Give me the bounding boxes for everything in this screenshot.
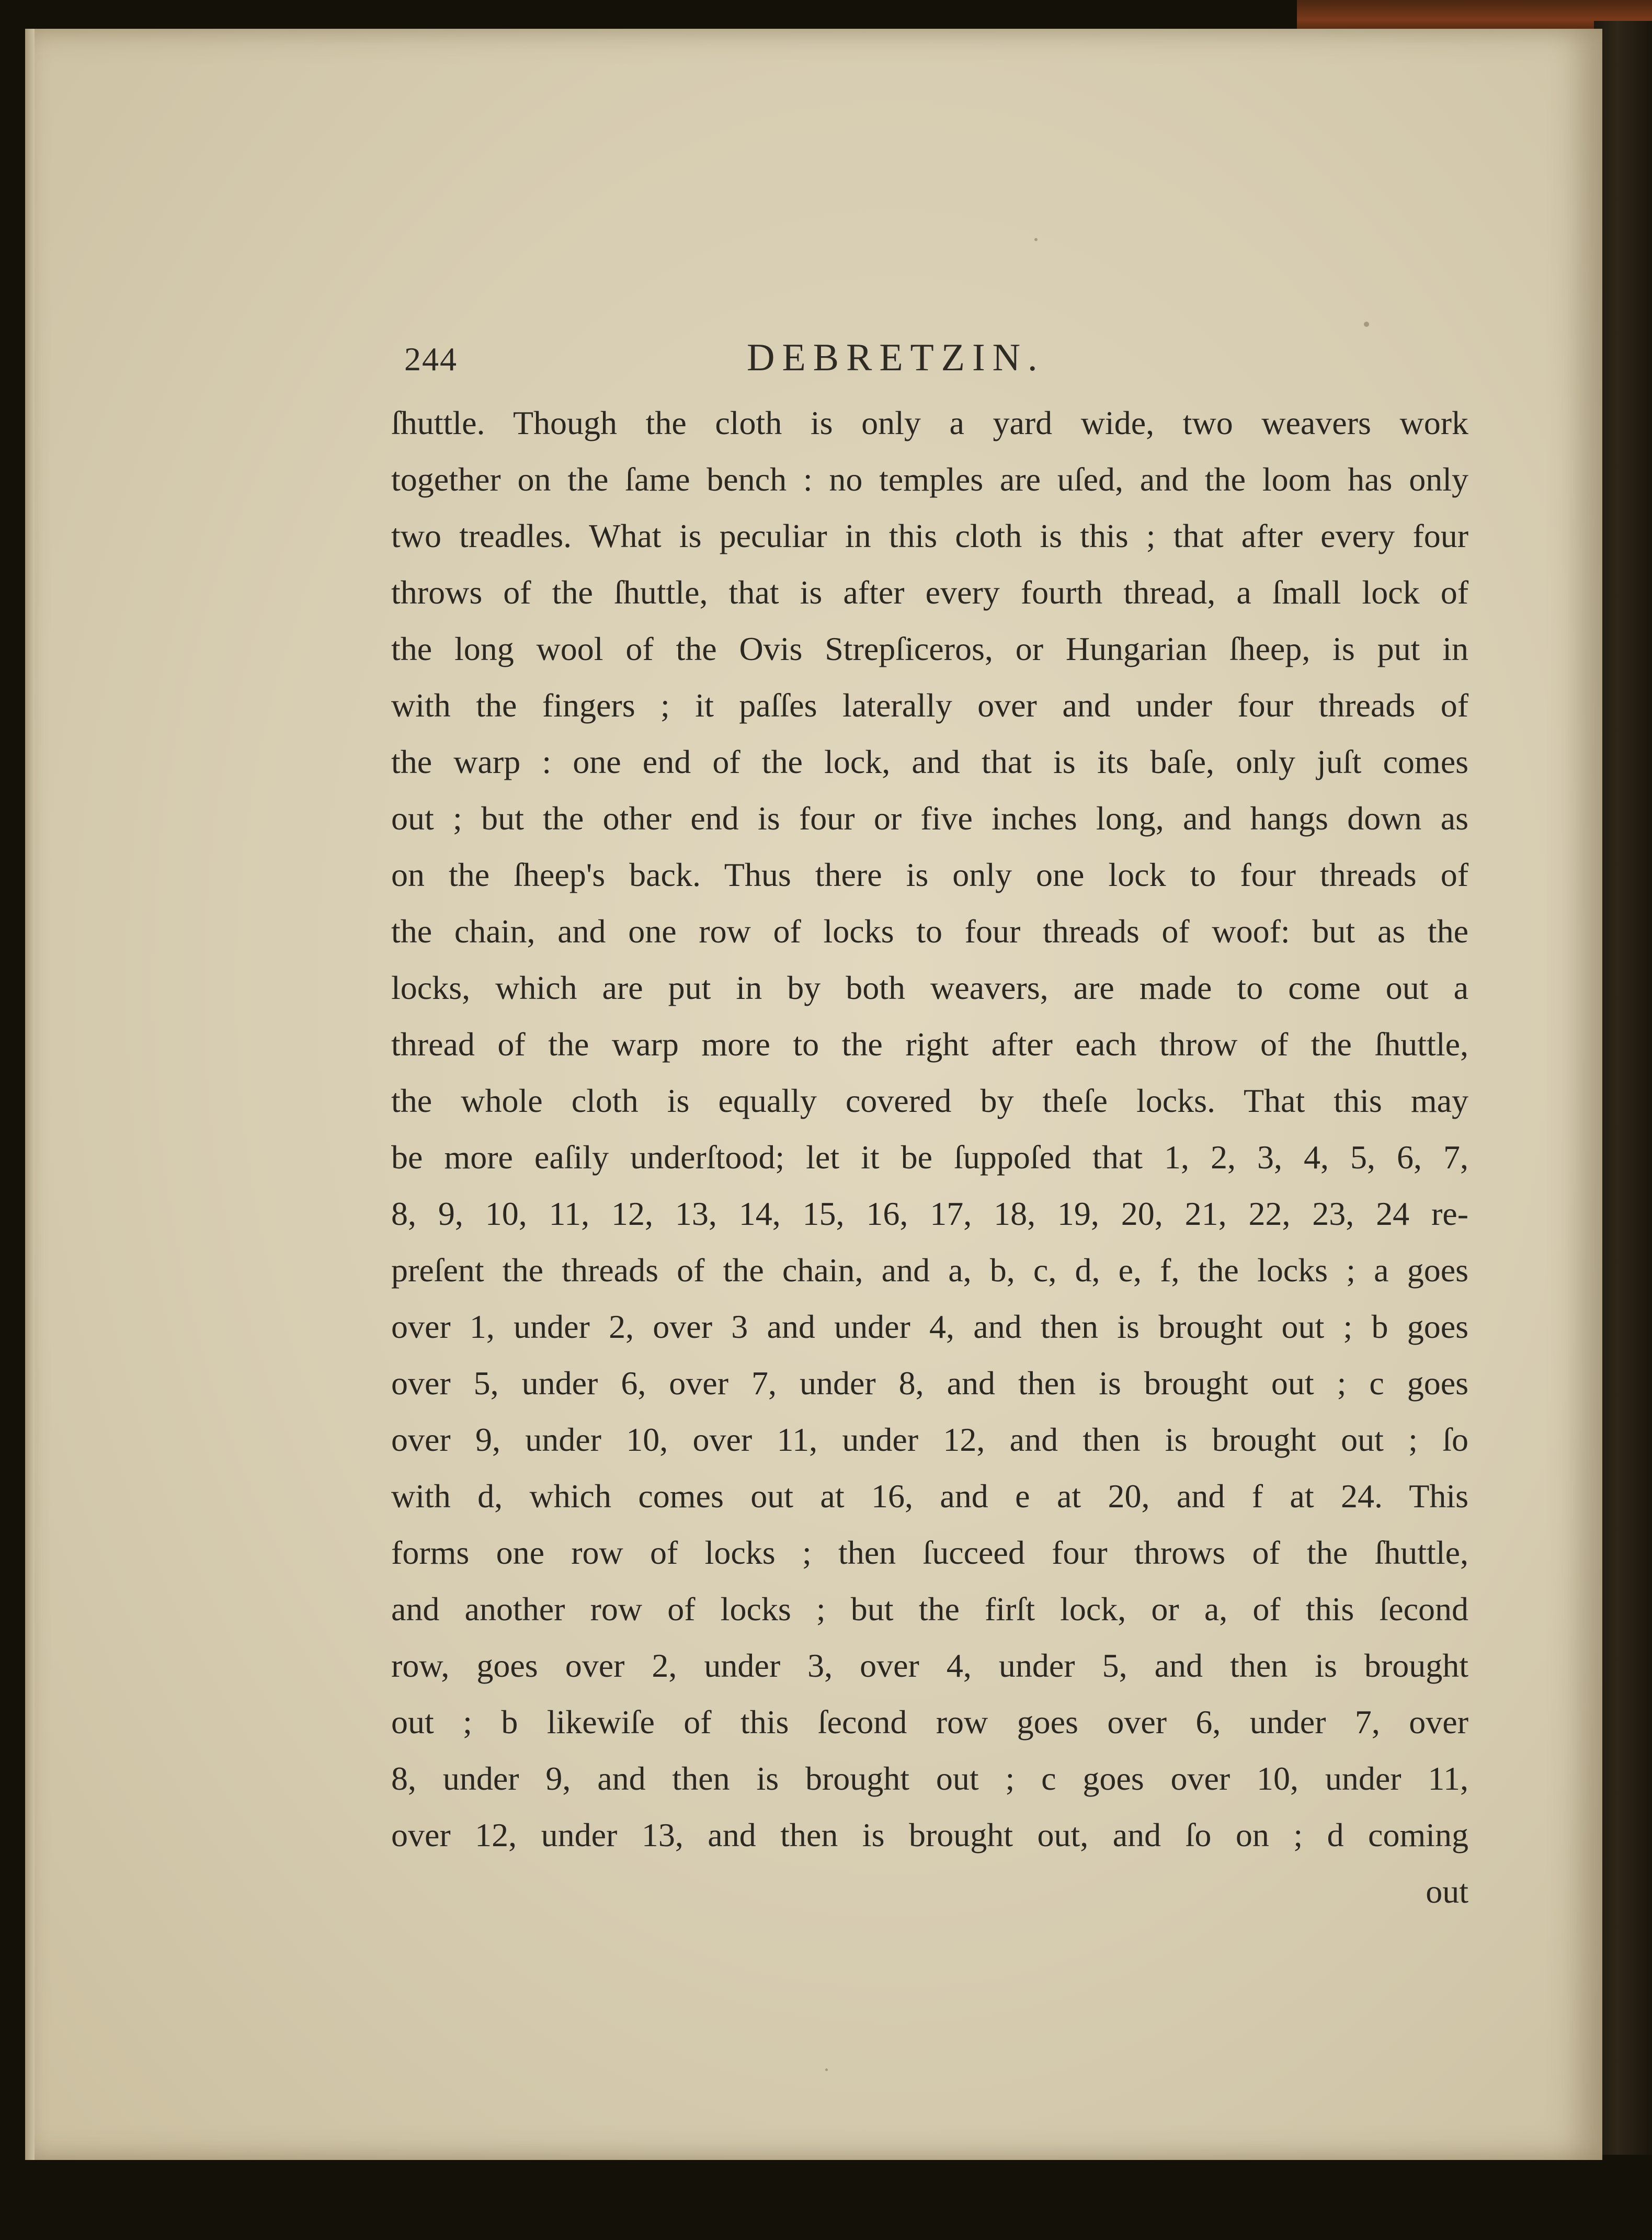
- text-line: forms one row of locks ; then ſucceed four throws of the ſhuttle,: [391, 1534, 1468, 1571]
- text-line: over 12, under 13, and then is brought out, and ſo on ; d coming: [391, 1816, 1468, 1854]
- text-line: together on the ſame bench : no temples are uſed, and the loom has only: [391, 461, 1468, 498]
- paper-speck: [1364, 322, 1369, 327]
- text-line: thread of the warp more to the right after each throw of the ſhuttle,: [391, 1026, 1468, 1063]
- text-line: throws of the ſhuttle, that is after every fourth thread, a ſmall lock of: [391, 574, 1468, 611]
- text-line: over 1, under 2, over 3 and under 4, and then is brought out ; b goes: [391, 1308, 1468, 1345]
- running-title: DEBRETZIN.: [747, 336, 1045, 379]
- paper-speck: [825, 2068, 828, 2071]
- text-line: locks, which are put in by both weavers, are made to come out a: [391, 969, 1468, 1006]
- text-line: and another row of locks ; but the firſt lock, or a, of this ſecond: [391, 1590, 1468, 1628]
- text-line: preſent the threads of the chain, and a, b, c, d, e, f, the locks ; a goes: [391, 1252, 1468, 1289]
- text-line: on the ſheep's back. Thus there is only one lock to four threads of: [391, 856, 1468, 893]
- text-line: the long wool of the Ovis Strepſiceros, or Hungarian ſheep, is put in: [391, 630, 1468, 667]
- adjacent-page-edge: [1594, 21, 1652, 2155]
- text-line: over 9, under 10, over 11, under 12, and then is brought out ; ſo: [391, 1421, 1468, 1458]
- text-line: with the fingers ; it paſſes laterally over and under four threads of: [391, 687, 1468, 724]
- text-line: 8, under 9, and then is brought out ; c goes over 10, under 11,: [391, 1760, 1468, 1797]
- text-line: the warp : one end of the lock, and that is its baſe, only juſt comes: [391, 743, 1468, 780]
- text-line: with d, which comes out at 16, and e at 20, and f at 24. This: [391, 1477, 1468, 1515]
- text-line: out ; but the other end is four or five inches long, and hangs down as: [391, 800, 1468, 837]
- catchword: out: [1426, 1873, 1468, 1910]
- text-line: be more eaſily underſtood; let it be ſuppoſed that 1, 2, 3, 4, 5, 6, 7,: [391, 1139, 1468, 1176]
- text-line: out ; b likewiſe of this ſecond row goes over 6, under 7, over: [391, 1703, 1468, 1741]
- text-line: 8, 9, 10, 11, 12, 13, 14, 15, 16, 17, 18, 19, 20, 21, 22, 23, 24 re-: [391, 1195, 1468, 1232]
- text-line: two treadles. What is peculiar in this cloth is this ; that after every four: [391, 517, 1468, 554]
- book-page: [25, 29, 1602, 2160]
- running-head: [25, 319, 1602, 382]
- text-line: row, goes over 2, under 3, over 4, under 5, and then is brought: [391, 1647, 1468, 1684]
- text-line: the chain, and one row of locks to four threads of woof: but as the: [391, 913, 1468, 950]
- text-line: ſhuttle. Though the cloth is only a yard wide, two weavers work: [391, 404, 1468, 441]
- text-line: the whole cloth is equally covered by theſe locks. That this may: [391, 1082, 1468, 1119]
- text-line: over 5, under 6, over 7, under 8, and then is brought out ; c goes: [391, 1365, 1468, 1402]
- body-text: [391, 395, 1468, 1920]
- page-number: 244: [404, 340, 458, 378]
- paper-speck: [1034, 238, 1038, 241]
